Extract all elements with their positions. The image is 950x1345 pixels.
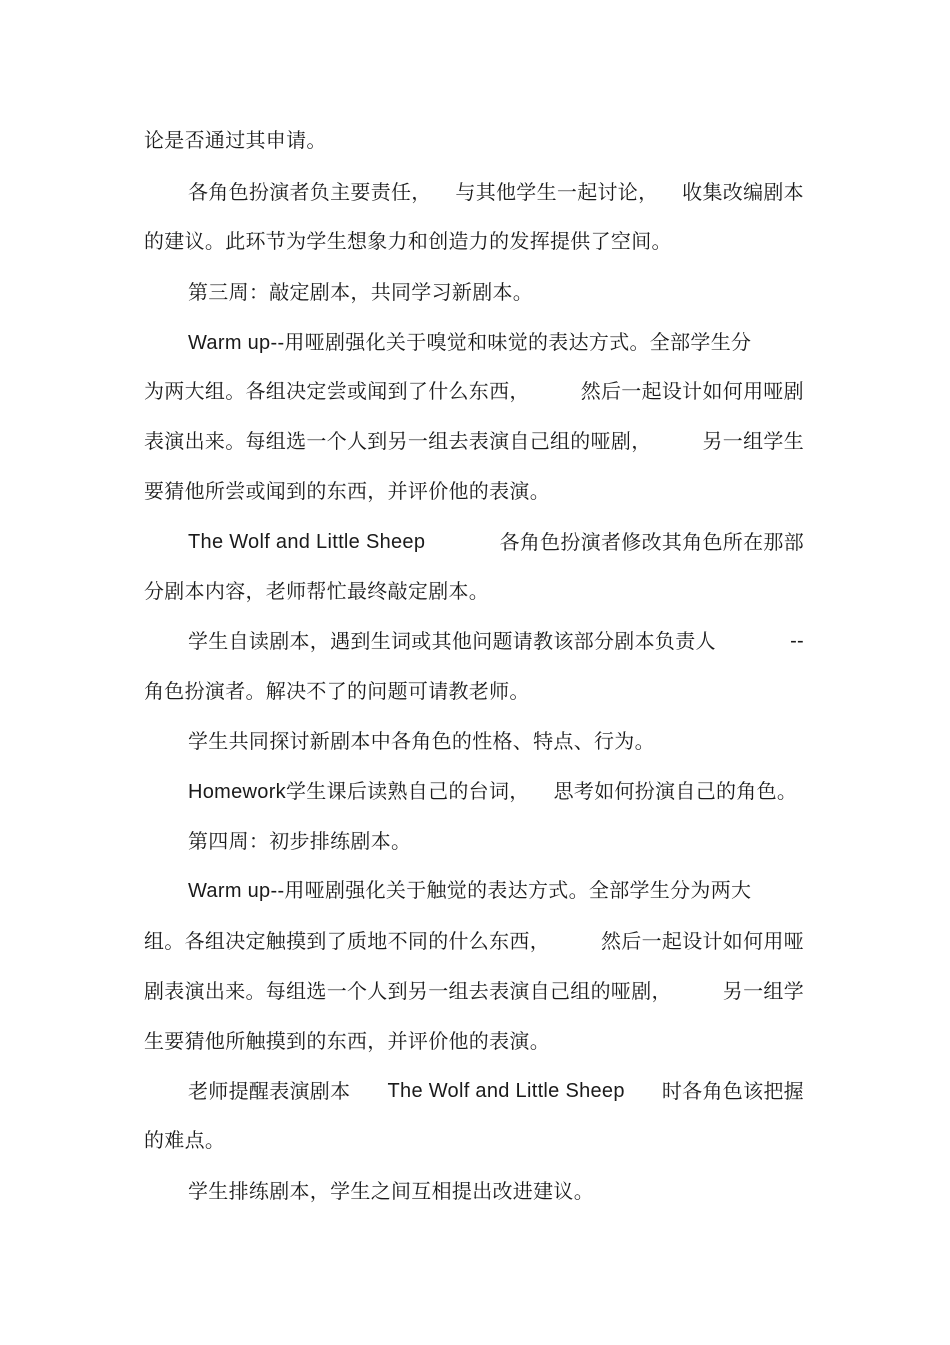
text-run: 各角色扮演者负主要责任， — [188, 180, 432, 204]
text-line — [188, 875, 804, 905]
text-run: 的建议。此环节为学生想象力和创造力的发挥提供了空间。 — [144, 229, 672, 253]
text-run: 学生课后读熟自己的台词， — [285, 779, 530, 803]
text-run: 各角色扮演者修改其角色所在那部 — [499, 530, 804, 554]
text-run: The Wolf and Little Sheep — [188, 531, 426, 553]
text-run: Warm up-- — [188, 332, 285, 354]
text-run: 剧表演出来。每组选一个人到另一组去表演自己组的哑剧， — [144, 979, 672, 1003]
text-line — [144, 226, 804, 256]
text-run: 角色扮演者。解决不了的问题可请教老师。 — [144, 679, 530, 703]
text-run: 时各角色该把握 — [661, 1079, 804, 1103]
text-line — [188, 277, 804, 307]
text-run: 老师提醒表演剧本 — [188, 1079, 351, 1103]
text-line — [144, 1026, 804, 1056]
text-run: 学生排练剧本，学生之间互相提出改进建议。 — [188, 1179, 594, 1203]
text-run: 然后一起设计如何用哑 — [601, 929, 804, 953]
text-run: Homework — [188, 781, 286, 803]
text-run: 分剧本内容，老师帮忙最终敲定剧本。 — [144, 579, 490, 603]
text-run: 论是否通过其申请。 — [144, 128, 327, 152]
text-line — [188, 527, 804, 557]
text-run: The Wolf and Little Sheep — [387, 1080, 625, 1102]
text-run: 的难点。 — [144, 1128, 226, 1152]
text-line — [144, 926, 804, 956]
text-line — [188, 1176, 804, 1206]
text-line — [144, 125, 804, 155]
text-run: 组。各组决定触摸到了质地不同的什么东西， — [144, 929, 550, 953]
text-run: -- — [790, 630, 804, 652]
text-run: 学生共同探讨新剧本中各角色的性格、特点、行为。 — [188, 729, 655, 753]
text-run: 思考如何扮演自己的角色。 — [553, 779, 798, 803]
text-run: Warm up-- — [188, 880, 285, 902]
text-line — [144, 676, 804, 706]
text-run: 用哑剧强化关于触觉的表达方式。全部学生分为两大 — [284, 878, 752, 902]
text-run: 用哑剧强化关于嗅觉和味觉的表达方式。全部学生分 — [284, 330, 752, 354]
text-line — [144, 976, 804, 1006]
text-run: 另一组学生 — [702, 429, 804, 453]
text-run: 生要猜他所触摸到的东西，并评价他的表演。 — [144, 1029, 550, 1053]
text-run: 与其他学生一起讨论， — [455, 180, 659, 204]
text-line — [188, 776, 804, 806]
text-run: 收集改编剧本 — [682, 180, 804, 204]
text-run: 学生自读剧本，遇到生词或其他问题请教该部分剧本负责人 — [188, 629, 716, 653]
text-line — [144, 426, 804, 456]
text-run: 然后一起设计如何用哑剧 — [580, 379, 804, 403]
text-line — [144, 1125, 804, 1155]
text-line — [144, 376, 804, 406]
text-run: 另一组学 — [722, 979, 804, 1003]
text-line — [188, 826, 804, 856]
text-line — [144, 476, 804, 506]
text-run: 第四周：初步排练剧本。 — [188, 829, 412, 853]
text-line — [188, 177, 804, 207]
text-run: 为两大组。各组决定尝或闻到了什么东西， — [144, 379, 530, 403]
text-line — [188, 726, 804, 756]
text-line — [188, 626, 804, 656]
text-run: 第三周：敲定剧本，共同学习新剧本。 — [188, 280, 534, 304]
text-run: 表演出来。每组选一个人到另一组去表演自己组的哑剧， — [144, 429, 652, 453]
text-line — [188, 327, 804, 357]
text-run: 要猜他所尝或闻到的东西，并评价他的表演。 — [144, 479, 550, 503]
text-line — [188, 1076, 804, 1106]
text-line — [144, 576, 804, 606]
